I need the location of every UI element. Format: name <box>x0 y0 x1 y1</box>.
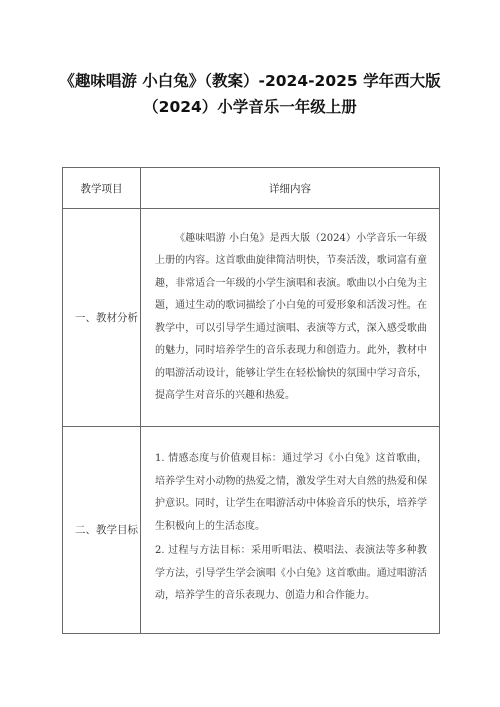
row-label-teaching-goals: 二、教学目标 <box>63 427 141 634</box>
row-label-material-analysis: 一、教材分析 <box>63 209 141 427</box>
document-title-line-1: 《趣味唱游 小白兔》（教案）-2024-2025 学年西大版 <box>59 72 441 90</box>
paragraph: 1. 情感态度与价值观目标：通过学习《小白兔》这首歌曲，培养学生对小动物的热爱之情，激发学生对大自然的热爱和保护意识。同时，让学生在唱游活动中体验音乐的快乐，培养学生积极向上的生活态度。 <box>155 453 427 532</box>
row-content-teaching-goals <box>141 427 440 634</box>
table-row <box>63 427 440 634</box>
document-title-line-2: （2024）小学音乐一年级上册 <box>143 98 357 116</box>
table-row <box>63 209 440 427</box>
lesson-plan-table <box>62 167 440 634</box>
paragraph: 《趣味唱游 小白兔》是西大版（2024）小学音乐一年级上册的内容。这首歌曲旋律简洁明快，节奏活泼，歌词富有童趣，非常适合一年级的小学生演唱和表演。歌曲以小白兔为主题，通过生动的歌词描绘了小白兔的可爱形象和活泼习性。在教学中，可以引导学生通过演唱、表演等方式，深入感受歌曲的魅力，同时培养学生的音乐表现力和创造力。此外，教材中的唱游活动设计，能够让学生在轻松愉快的氛围中学习音乐，提高学生对音乐的兴趣和热爱。 <box>155 232 427 401</box>
header-teaching-item: 教学项目 <box>63 168 141 209</box>
table-header-row <box>63 168 440 209</box>
paragraph: 2. 过程与方法目标：采用听唱法、模唱法、表演法等多种教学方法，引导学生学会演唱《小白兔》这首歌曲。通过唱游活动，培养学生的音乐表现力、创造力和合作能力。 <box>155 545 427 602</box>
header-detail-content: 详细内容 <box>141 168 440 209</box>
row-content-material-analysis <box>141 209 440 427</box>
